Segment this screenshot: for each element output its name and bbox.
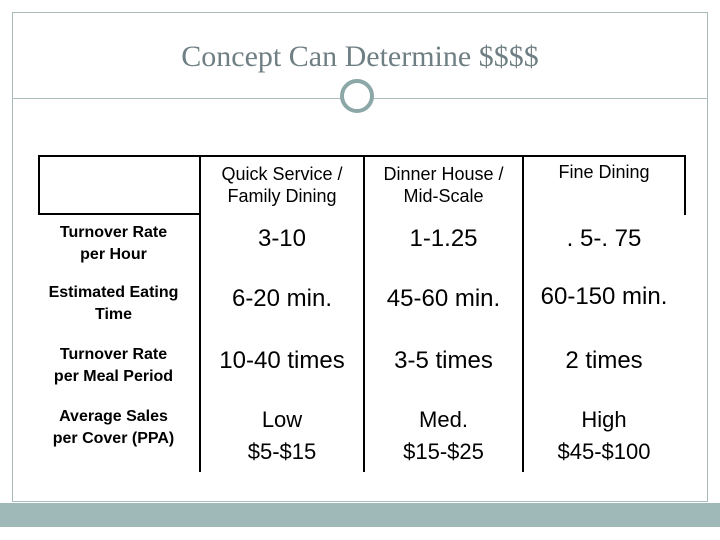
comparison-table <box>38 155 686 472</box>
header-cell-fine-dining <box>524 157 684 187</box>
header-quick-service-line2: Family Dining <box>227 186 337 206</box>
table-cell <box>524 403 684 469</box>
row-label-line2: per Meal Period <box>53 368 174 385</box>
ppa-range: $15-$25 <box>403 439 484 464</box>
row-label-line2: per Cover (PPA) <box>52 430 175 447</box>
row-label-line1: Estimated Eating <box>48 283 179 301</box>
table-cell: 6-20 min. <box>231 285 333 312</box>
row-label-eating-time <box>28 277 199 331</box>
header-fine-dining: Fine Dining <box>558 161 650 182</box>
table-cell: 45-60 min. <box>386 285 501 312</box>
header-quick-service-line1: Quick Service / <box>221 163 343 184</box>
ppa-range: $45-$100 <box>557 439 651 464</box>
header-dinner-house-line1: Dinner House / <box>383 163 504 184</box>
ppa-tier: Med. <box>419 407 468 433</box>
slide-title: Concept Can Determine $$$$ <box>181 40 539 73</box>
table-right-border <box>684 155 686 215</box>
footer-strip <box>0 527 720 540</box>
table-cell: 2 times <box>565 347 643 374</box>
table-cell <box>201 403 363 469</box>
header-cell-quick-service <box>201 157 363 213</box>
row-label-line1: Turnover Rate <box>59 223 168 241</box>
circle-ornament-icon <box>340 79 374 113</box>
table-cell: . 5-. 75 <box>566 225 642 252</box>
row-label-turnover-meal <box>28 339 199 393</box>
header-dinner-house-line2: Mid-Scale <box>403 186 484 206</box>
row-label-average-sales <box>28 401 199 455</box>
table-cell: 60-150 min. <box>540 283 668 310</box>
table-cell: 3-5 times <box>394 347 493 374</box>
header-cell-dinner-house <box>365 157 522 213</box>
row-label-line2: Time <box>94 306 133 323</box>
table-cell: 10-40 times <box>219 347 345 374</box>
footer-accent-bar <box>0 503 720 527</box>
row-label-line1: Turnover Rate <box>59 345 168 363</box>
ppa-tier: High <box>581 407 627 433</box>
row-label-line1: Average Sales <box>59 407 168 425</box>
header-left-border <box>38 155 40 215</box>
ppa-tier: Low <box>261 407 303 433</box>
table-cell: 3-10 <box>257 225 307 252</box>
table-cell: 1-1.25 <box>409 225 478 252</box>
header-bottom-border <box>38 213 201 215</box>
ppa-range: $5-$15 <box>247 439 317 464</box>
row-label-line2: per Hour <box>80 246 147 263</box>
table-cell <box>365 403 522 469</box>
row-label-turnover-hour <box>28 217 199 271</box>
